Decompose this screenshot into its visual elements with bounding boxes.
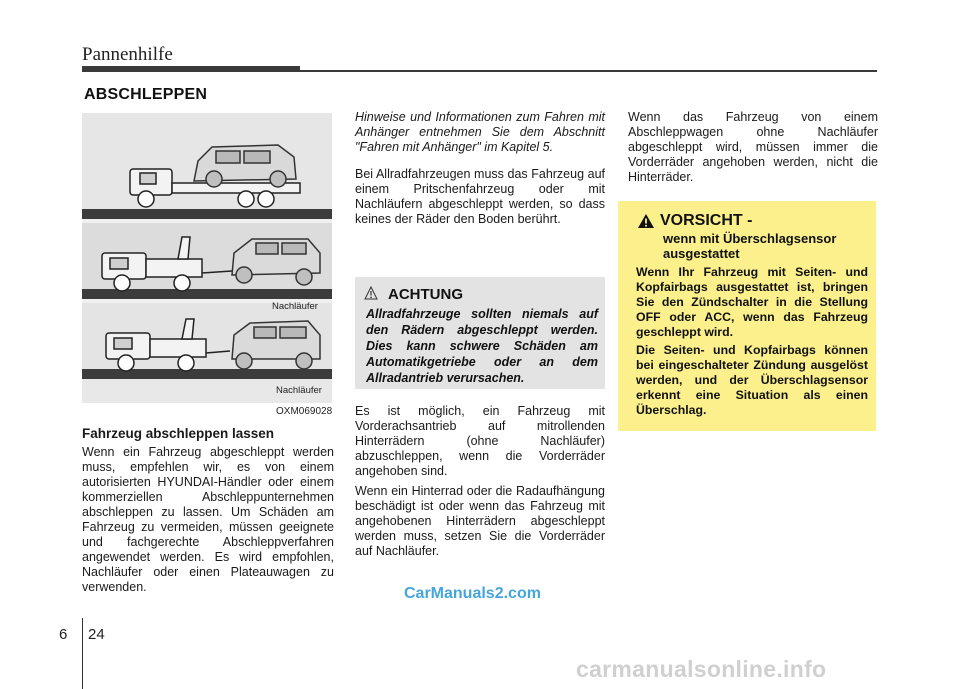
vorsicht-paragraph-2: Die Seiten- und Kopfairbags können bei eingeschalteter Zündung ausgelöst werden, und der Überschlagsensor erkennt eine Situation als einen Überschlag. [636, 343, 868, 417]
vorsicht-subtitle: wenn mit Überschlagsensor ausgestattet [663, 231, 837, 261]
dolly-label-1: Nachläufer [272, 301, 318, 312]
column-3-paragraph: Wenn das Fahrzeug von einem Abschleppwagen ohne Nachläufer abgeschleppt wird, müssen immer die Vorderräder angehoben werden, nicht die Hinterräder. [628, 110, 878, 184]
header-rule-thick [82, 66, 300, 72]
column-2 [355, 110, 605, 232]
figure-code: OXM069028 [276, 406, 333, 417]
column-1 [82, 426, 334, 600]
road-strip-1 [82, 209, 332, 219]
footer-watermark: carmanualsonline.info [576, 656, 827, 682]
column-2-paragraph-2: Es ist möglich, ein Fahrzeug mit Vorderachsantrieb auf mitrollenden Hinterrädern (ohne Nachläufer) abzuschleppen, wenn die Vorderräder angehoben sind. [355, 404, 605, 478]
column-2-paragraph-3: Wenn ein Hinterrad oder die Radaufhängung beschädigt ist oder wenn das Fahrzeug mit angehobenen Hinterrädern abgeschleppt werden muss, setzen Sie die Vorderräder auf Nachläufer. [355, 484, 605, 558]
column-2-paragraph-1: Bei Allradfahrzeugen muss das Fahrzeug auf einem Pritschenfahrzeug oder mit Nachläufern abgeschleppt werden, so dass keines der Räder den Boden berührt. [355, 167, 605, 226]
achtung-title: ACHTUNG [388, 286, 463, 303]
section-title: ABSCHLEPPEN [84, 86, 208, 103]
vorsicht-text [636, 265, 868, 421]
trailer-note: Hinweise und Informationen zum Fahren mit Anhänger entnehmen Sie dem Abschnitt "Fahren mit Anhänger" im Kapitel 5. [355, 110, 605, 154]
column-1-paragraph: Wenn ein Fahrzeug abgeschleppt werden muss, empfehlen wir, es von einem autorisierten HYUNDAI-Händler oder einem kommerziellen Abschleppunternehmen abschleppen zu lassen. Um Schäden am Fahrzeug zu vermeiden, müssen geeignete und fachgerechte Abschleppverfahren angewendet werden. Es wird empfohlen, Nachläufer oder einen Plateauwagen zu verwenden. [82, 445, 334, 594]
footer-divider [82, 618, 83, 689]
achtung-text: Allradfahrzeuge sollten niemals auf den Rädern abgeschleppt werden. Dies kann schwere Schäden am Automatikgetriebe oder an dem Allradantrieb verursachen. [366, 307, 598, 385]
suv-on-flatbed [194, 145, 296, 187]
page-header-title: Pannenhilfe [82, 44, 173, 65]
chapter-number: 6 [59, 626, 68, 643]
header-rule-thin [300, 70, 877, 72]
road-strip-3 [82, 369, 332, 379]
warning-triangle-icon [364, 286, 378, 305]
subsection-heading: Fahrzeug abschleppen lassen [82, 426, 275, 441]
column-2-lower [355, 404, 605, 564]
page-number: 24 [88, 626, 105, 643]
caution-triangle-icon [637, 213, 655, 234]
column-3 [628, 110, 878, 190]
dolly-label-2: Nachläufer [276, 385, 322, 396]
towing-illustration-svg [82, 113, 332, 403]
watermark-link[interactable]: CarManuals2.com [404, 585, 541, 602]
towing-illustration [82, 113, 332, 403]
vorsicht-paragraph-1: Wenn Ihr Fahrzeug mit Seiten- und Kopfairbags ausgestattet ist, bringen Sie den Zündschalter in die Stellung OFF oder ACC, wenn das Fahrzeug geschleppt wird. [636, 265, 868, 339]
vorsicht-title: VORSICHT - [660, 212, 753, 229]
